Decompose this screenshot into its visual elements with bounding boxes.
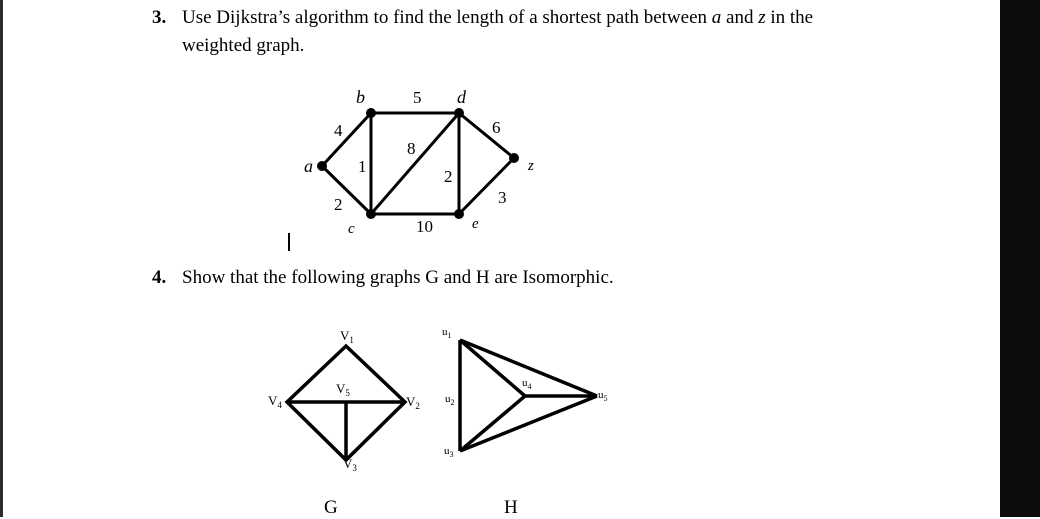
question-3-text-end: in the xyxy=(765,7,814,28)
label-v2: $V_2$ xyxy=(406,394,420,411)
variable-a: a xyxy=(711,7,722,28)
node-label-c: c xyxy=(348,221,355,237)
question-4-number: 4. xyxy=(152,267,167,288)
weight-ez: 3 xyxy=(498,188,507,207)
label-v5: $V_5$ xyxy=(336,381,350,398)
question-3-text-a: Use Dijkstra’s algorithm to find the length of a shortest path between xyxy=(182,7,712,28)
graph-h-edge-u3-u4 xyxy=(460,396,525,451)
weight-ac: 2 xyxy=(334,195,343,214)
label-u4: $u_4$ xyxy=(522,377,532,391)
weight-bd: 5 xyxy=(413,88,422,107)
label-v1: $V_1$ xyxy=(340,328,354,345)
weight-cd: 8 xyxy=(407,139,416,158)
label-v3: $V_3$ xyxy=(343,456,357,473)
question-4-text: Show that the following graphs G and H are Isomorphic. xyxy=(182,267,614,288)
node-label-z: z xyxy=(528,158,534,174)
node-label-d: d xyxy=(457,87,466,107)
graph-h-edge-u3-u5 xyxy=(460,396,597,451)
question-3-line2: weighted graph. xyxy=(182,35,305,56)
label-u5: $u_5$ xyxy=(598,389,608,403)
weight-ce: 10 xyxy=(416,217,433,236)
question-3-number: 3. xyxy=(152,7,167,28)
caption-h: H xyxy=(504,497,518,518)
variable-z: z xyxy=(758,7,766,28)
label-u2: $u_2$ xyxy=(445,393,455,407)
label-v4: $V_4$ xyxy=(268,393,282,410)
node-label-a: a xyxy=(304,156,313,176)
label-u3: $u_3$ xyxy=(444,445,454,459)
weight-dz: 6 xyxy=(492,118,501,137)
caption-g: G xyxy=(324,497,338,518)
weight-de: 2 xyxy=(444,167,453,186)
graph-h-edge-u1-u4 xyxy=(460,340,525,396)
weight-ab: 4 xyxy=(334,121,343,140)
label-u1: $u_1$ xyxy=(442,326,452,340)
question-3-text-and: and xyxy=(721,7,759,28)
node-label-e: e xyxy=(472,216,479,232)
weight-bc: 1 xyxy=(358,157,367,176)
node-label-b: b xyxy=(356,87,365,107)
